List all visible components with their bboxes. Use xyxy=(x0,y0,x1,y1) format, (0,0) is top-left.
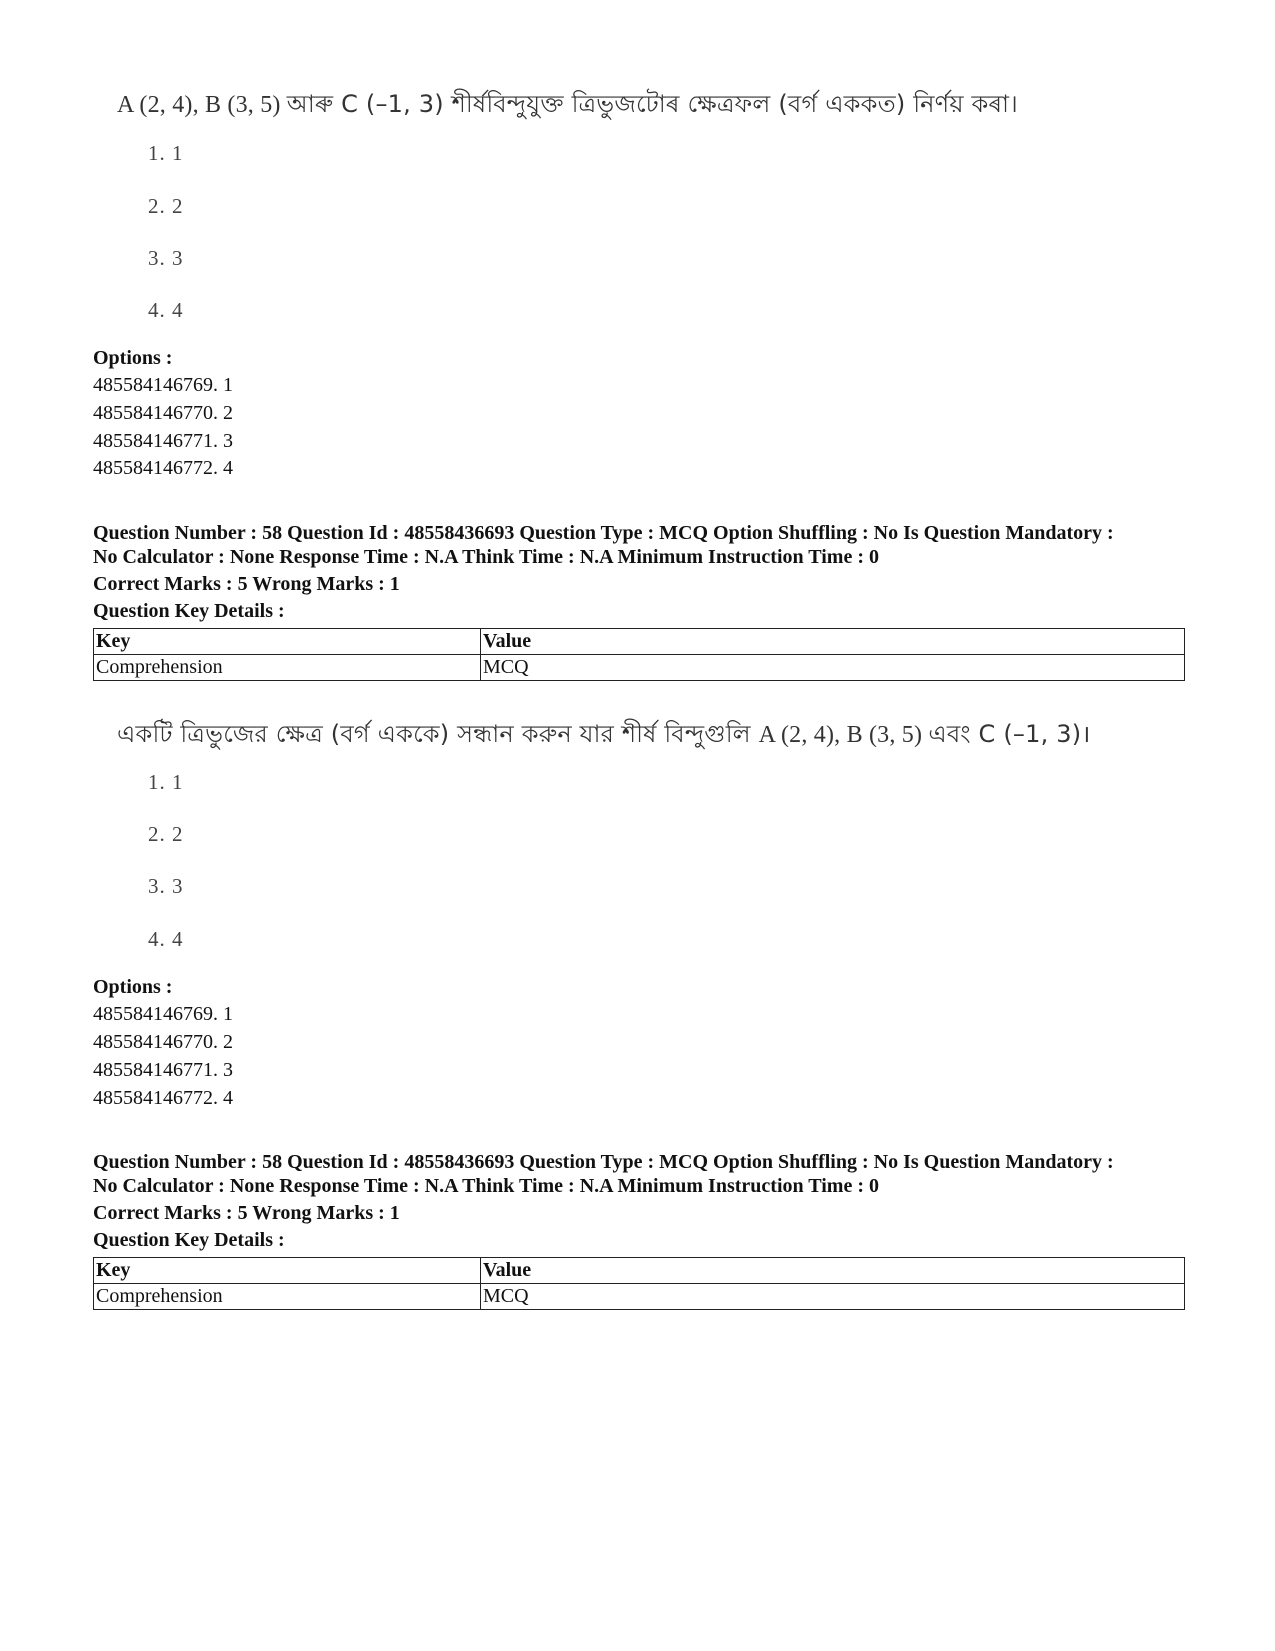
option-line: 485584146772. 4 xyxy=(93,1087,233,1109)
question-suffix2-2: এবং C (–1, 3)। xyxy=(928,720,1091,748)
table-row xyxy=(94,655,1185,681)
table-cell-value: MCQ xyxy=(481,655,1185,681)
question-prefix-1: A (2, 4), B (3, 5) xyxy=(117,92,287,118)
meta-line-1: Question Number : 58 Question Id : 48558436693 Question Type : MCQ Option Shuffling : No Is Question Mandatory : xyxy=(93,1151,1114,1173)
choice-2: 2. 2 xyxy=(148,822,184,846)
table-row xyxy=(94,1284,1185,1310)
option-line: 485584146771. 3 xyxy=(93,430,233,452)
key-details-label: Question Key Details : xyxy=(93,600,285,622)
choice-2: 2. 2 xyxy=(148,194,184,218)
meta-line-2: No Calculator : None Response Time : N.A Think Time : N.A Minimum Instruction Time : 0 xyxy=(93,1175,879,1197)
option-line: 485584146771. 3 xyxy=(93,1059,233,1081)
choice-3: 3. 3 xyxy=(148,874,184,898)
table-header-value: Value xyxy=(481,1258,1185,1284)
table-cell-value: MCQ xyxy=(481,1284,1185,1310)
table-header-value: Value xyxy=(481,629,1185,655)
table-header-key: Key xyxy=(94,1258,481,1284)
key-details-label: Question Key Details : xyxy=(93,1229,285,1251)
choice-3: 3. 3 xyxy=(148,246,184,270)
marks-line: Correct Marks : 5 Wrong Marks : 1 xyxy=(93,573,400,595)
meta-line-2: No Calculator : None Response Time : N.A Think Time : N.A Minimum Instruction Time : 0 xyxy=(93,546,879,568)
options-label: Options : xyxy=(93,347,173,369)
table-header-row xyxy=(94,1258,1185,1284)
option-line: 485584146770. 2 xyxy=(93,402,233,424)
question-suffix-2: A (2, 4), B (3, 5) xyxy=(758,722,929,748)
option-line: 485584146769. 1 xyxy=(93,374,233,396)
marks-line: Correct Marks : 5 Wrong Marks : 1 xyxy=(93,1202,400,1224)
option-line: 485584146770. 2 xyxy=(93,1031,233,1053)
question-text-1 xyxy=(117,86,1018,126)
choice-4: 4. 4 xyxy=(148,927,184,951)
meta-line-1: Question Number : 58 Question Id : 48558436693 Question Type : MCQ Option Shuffling : No Is Question Mandatory : xyxy=(93,522,1114,544)
choice-1: 1. 1 xyxy=(148,141,184,165)
table-cell-key: Comprehension xyxy=(94,1284,481,1310)
question-text-2 xyxy=(117,716,1091,756)
question-meta xyxy=(93,521,1193,569)
table-header-key: Key xyxy=(94,629,481,655)
question-meta xyxy=(93,1150,1193,1198)
question-body-2: একটি ত্রিভুজের ক্ষেত্র (বর্গ এককে) সন্ধান করুন যার শীর্ষ বিন্দুগুলি xyxy=(117,720,759,748)
question-body-1: আৰু C (–1, 3) শীৰ্ষবিন্দুযুক্ত ত্ৰিভুজটোৰ ক্ষেত্ৰফল (বৰ্গ এককত) নিৰ্ণয় কৰা। xyxy=(286,90,1018,118)
choice-1: 1. 1 xyxy=(148,770,184,794)
options-label: Options : xyxy=(93,976,173,998)
table-cell-key: Comprehension xyxy=(94,655,481,681)
key-details-table xyxy=(93,1257,1185,1310)
option-line: 485584146772. 4 xyxy=(93,457,233,479)
choice-4: 4. 4 xyxy=(148,298,184,322)
table-header-row xyxy=(94,629,1185,655)
option-line: 485584146769. 1 xyxy=(93,1003,233,1025)
key-details-table xyxy=(93,628,1185,681)
